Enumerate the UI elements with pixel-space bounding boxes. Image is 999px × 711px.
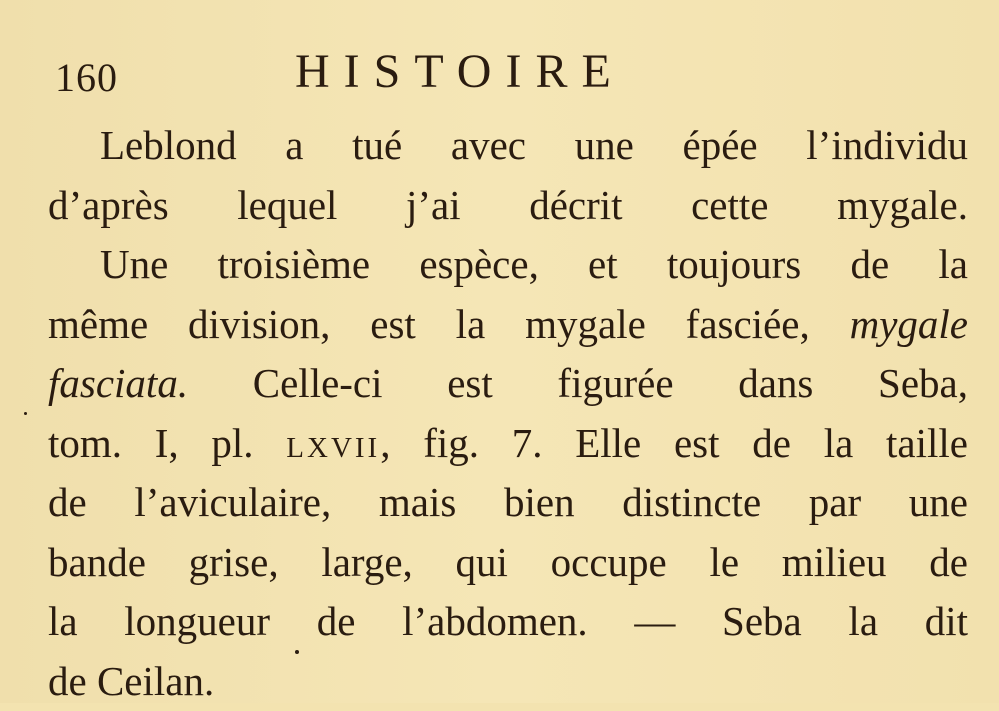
text-line xyxy=(48,652,968,711)
running-title: HISTOIRE xyxy=(295,44,625,99)
line-text: Celle-ci est figurée dans Seba, xyxy=(188,360,968,406)
text-line xyxy=(48,116,968,176)
line-text: Leblond a tué avec une épée l’individu xyxy=(100,122,968,168)
line-text: , fig. 7. Elle est de la taille xyxy=(380,420,968,466)
italic-term: mygale xyxy=(850,301,968,347)
text-line xyxy=(48,473,968,533)
text-line xyxy=(48,414,968,474)
line-text: de Ceilan. xyxy=(48,658,214,704)
line-text: même division, est la mygale fasciée, xyxy=(48,301,850,347)
body-text xyxy=(48,116,968,711)
line-text: la longueur de l’abdomen. — Seba la dit xyxy=(48,598,968,644)
ink-speck xyxy=(295,650,299,654)
line-text: tom. I, pl. xyxy=(48,420,286,466)
text-line xyxy=(48,354,968,414)
text-line xyxy=(48,533,968,593)
ink-speck xyxy=(24,412,27,415)
text-line xyxy=(48,235,968,295)
line-text: Une troisième espèce, et toujours de la xyxy=(100,241,968,287)
text-line xyxy=(48,176,968,236)
plate-number: lxvii xyxy=(286,420,380,466)
text-line xyxy=(48,295,968,355)
line-text: d’après lequel j’ai décrit cette mygale. xyxy=(48,182,968,228)
text-line xyxy=(48,592,968,652)
italic-term: fasciata. xyxy=(48,360,188,406)
line-text: de l’aviculaire, mais bien distincte par une xyxy=(48,479,968,525)
line-text: bande grise, large, qui occupe le milieu de xyxy=(48,539,968,585)
page-number: 160 xyxy=(55,54,118,101)
page-header xyxy=(55,40,955,100)
